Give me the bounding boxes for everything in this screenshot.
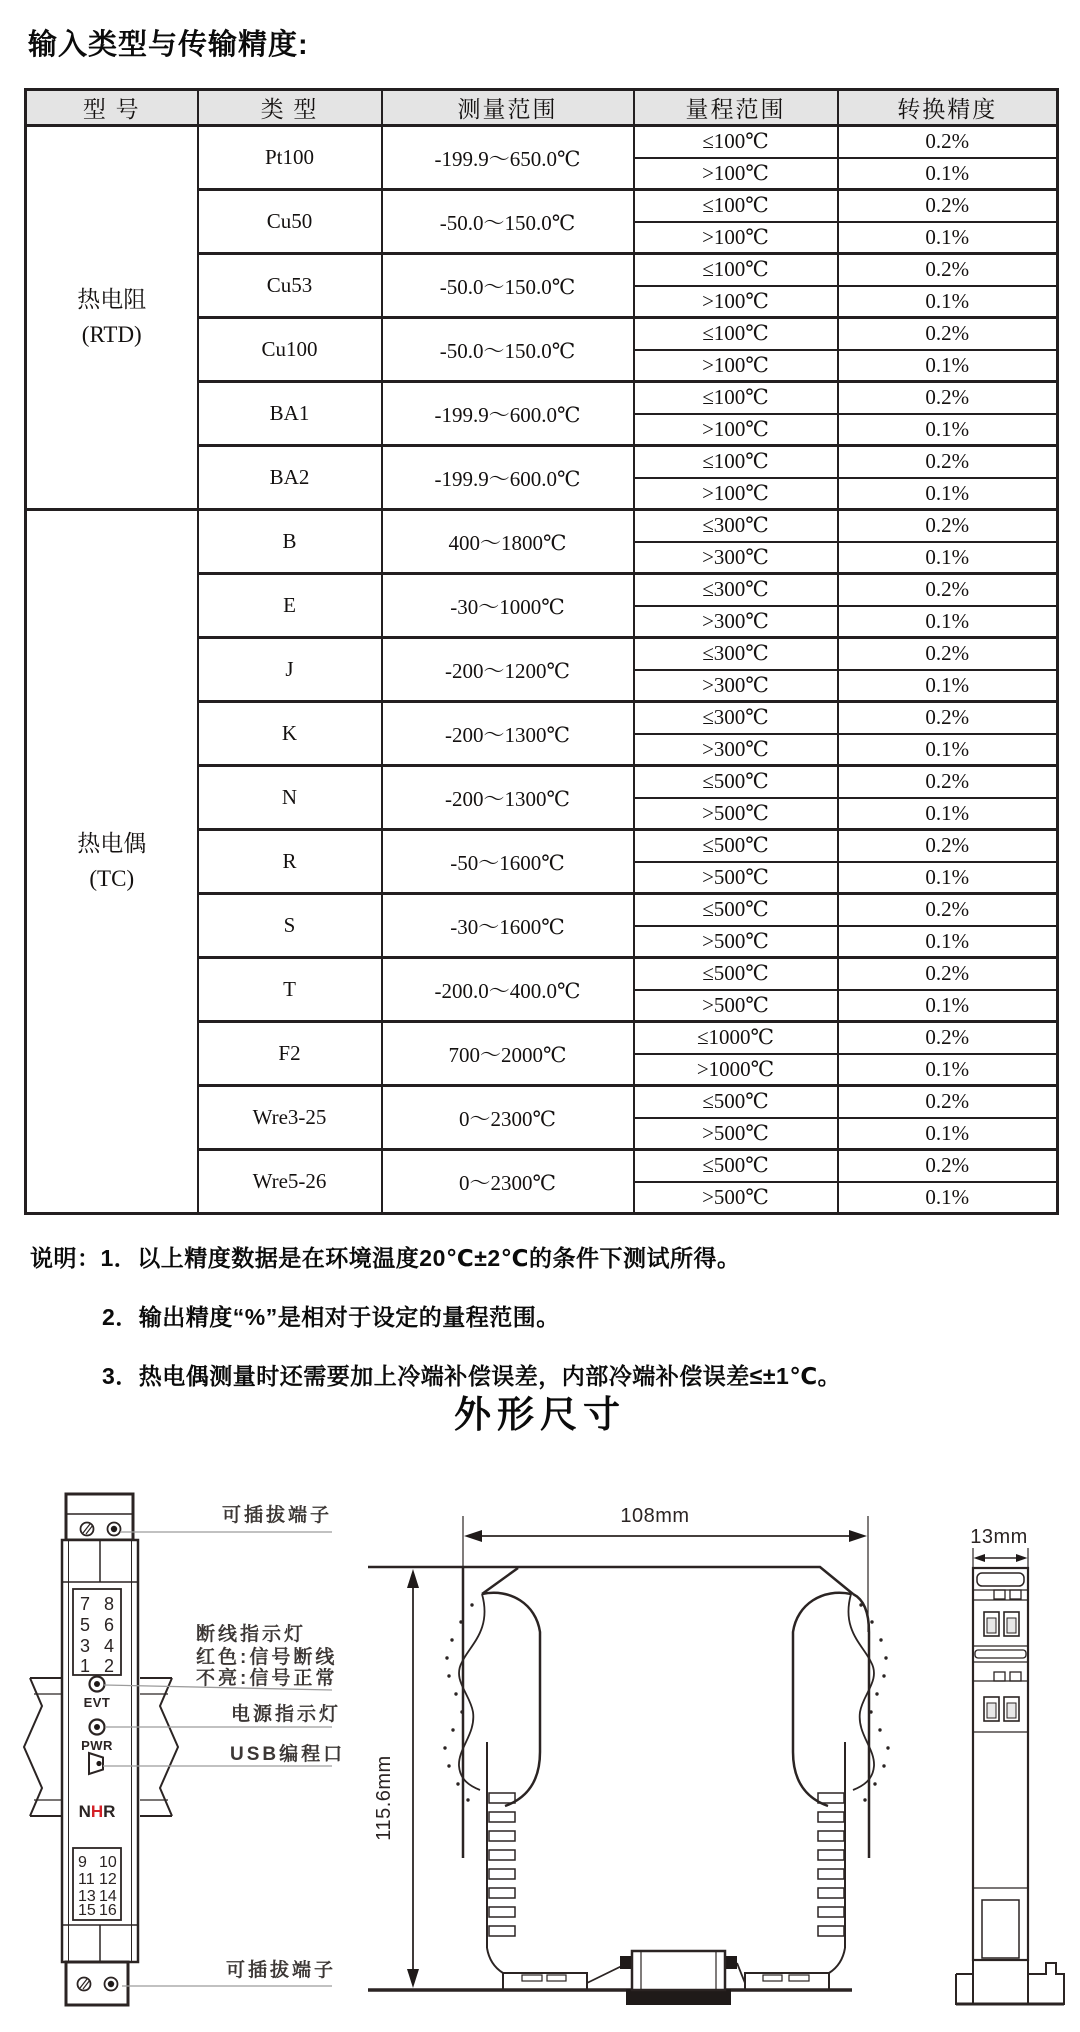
module-top-outline [368,1567,890,2005]
span-range-cell: ≤100℃ [634,382,838,414]
table-row [26,126,1058,158]
vent-slots-right [818,1793,844,1936]
accuracy-cell: 0.1% [838,1054,1058,1086]
accuracy-cell: 0.2% [838,638,1058,670]
measure-range-cell: -199.9～600.0℃ [382,446,634,510]
span-range-cell: ≤500℃ [634,1086,838,1118]
terminal-number: 14 [99,1888,117,1905]
model-cell: 热电偶 (TC) [26,510,198,1214]
accuracy-cell: 0.1% [838,1182,1058,1214]
sensor-type-cell: B [198,510,382,574]
accuracy-cell: 0.2% [838,510,1058,542]
note-item-3: 3．热电偶测量时还需要加上冷端补偿误差，内部冷端补偿误差≤±1℃。 [102,1363,842,1389]
span-range-cell: >100℃ [634,222,838,254]
measure-range-cell: -200～1300℃ [382,766,634,830]
col-header-model: 型 号 [26,90,198,126]
accuracy-cell: 0.2% [838,254,1058,286]
note-item-1: 1．以上精度数据是在环境温度20℃±2℃的条件下测试所得。 [100,1245,741,1271]
measure-range-cell: -50～1600℃ [382,830,634,894]
pluggable-terminal-label-top: 可插拔端子 [222,1505,333,1526]
sensor-type-cell: E [198,574,382,638]
accuracy-cell: 0.1% [838,606,1058,638]
note-line [30,1240,1060,1273]
span-range-cell: ≤300℃ [634,574,838,606]
spec-table-body [26,126,1058,1214]
span-range-cell: ≤500℃ [634,958,838,990]
measure-range-cell: 0～2300℃ [382,1086,634,1150]
height-dimension [373,1569,419,1988]
page-title: 输入类型与传输精度: [28,29,309,61]
span-range-cell: >500℃ [634,926,838,958]
span-range-cell: ≤300℃ [634,638,838,670]
break-line-dots [443,1603,889,1801]
measure-range-cell: 0～2300℃ [382,1150,634,1214]
mounting-foot-right [737,1963,829,1990]
spec-table-header [26,90,1058,126]
span-range-cell: >100℃ [634,478,838,510]
span-range-cell: >100℃ [634,350,838,382]
sensor-type-cell: S [198,894,382,958]
span-range-cell: ≤100℃ [634,318,838,350]
accuracy-cell: 0.1% [838,158,1058,190]
terminal-number: 9 [78,1854,87,1871]
terminal-number: 12 [99,1871,117,1888]
terminal-number: 15 [78,1902,96,1919]
accuracy-cell: 0.2% [838,446,1058,478]
module-body [62,1494,138,2005]
col-header-type: 类 型 [198,90,382,126]
measure-range-cell: 400～1800℃ [382,510,634,574]
accuracy-cell: 0.2% [838,1022,1058,1054]
accuracy-cell: 0.1% [838,990,1058,1022]
mounting-foot-left [503,1961,632,1990]
terminal-number: 10 [99,1854,117,1871]
span-range-cell: >100℃ [634,158,838,190]
evt-led-label: EVT [83,1695,111,1710]
usb-port-label: USB编程口 [230,1744,346,1765]
terminal-number: 4 [103,1636,115,1656]
break-indicator-label: 断线指示灯 [196,1624,307,1645]
measure-range-cell: -50.0～150.0℃ [382,318,634,382]
top-terminal-numbers [73,1589,121,1676]
sensor-type-cell: Wre3-25 [198,1086,382,1150]
pwr-led-icon [90,1720,105,1735]
accuracy-cell: 0.2% [838,894,1058,926]
width-dimension [463,1505,868,1632]
top-terminal-cap [66,1494,133,1540]
span-range-cell: >300℃ [634,734,838,766]
span-range-cell: >300℃ [634,542,838,574]
bottom-terminal-numbers [73,1848,121,1920]
notes-label: 说明： [30,1245,101,1271]
accuracy-cell: 0.1% [838,414,1058,446]
span-range-cell: >500℃ [634,862,838,894]
span-range-cell: ≤100℃ [634,254,838,286]
power-indicator-label: 电源指示灯 [231,1704,342,1725]
module-front-view-drawing [945,1445,1080,2032]
accuracy-cell: 0.1% [838,222,1058,254]
accuracy-cell: 0.1% [838,350,1058,382]
accuracy-cell: 0.1% [838,926,1058,958]
terminal-number: 1 [79,1656,91,1676]
terminal-number: 5 [79,1615,91,1635]
span-range-cell: >1000℃ [634,1054,838,1086]
module-top-view-drawing [345,1445,945,2032]
span-range-cell: ≤100℃ [634,190,838,222]
span-range-cell: >300℃ [634,670,838,702]
callout-annotations [103,1503,345,1986]
span-range-cell: >300℃ [634,606,838,638]
measure-range-cell: -50.0～150.0℃ [382,254,634,318]
measure-range-cell: -50.0～150.0℃ [382,190,634,254]
sensor-type-cell: J [198,638,382,702]
outline-dimensions-heading: 外形尺寸 [454,1394,626,1435]
accuracy-cell: 0.1% [838,478,1058,510]
measure-range-cell: -30～1000℃ [382,574,634,638]
din-rail-end-view [956,1960,1064,2004]
accuracy-cell: 0.2% [838,830,1058,862]
header-row [26,90,1058,126]
vent-slots-left [489,1793,515,1936]
bottom-terminal-cap [66,1962,128,2005]
span-range-cell: >500℃ [634,990,838,1022]
table-row [26,510,1058,542]
break-indicator-red-label: 红色:信号断线 [196,1647,338,1668]
accuracy-cell: 0.1% [838,862,1058,894]
measure-range-cell: 700～2000℃ [382,1022,634,1086]
measure-range-cell: -199.9～650.0℃ [382,126,634,190]
note-item-2: 2．输出精度“%”是相对于设定的量程范围。 [102,1304,560,1330]
width-dimension-label: 108mm [620,1505,690,1527]
sensor-type-cell: Cu50 [198,190,382,254]
sensor-type-cell: Cu100 [198,318,382,382]
span-range-cell: >100℃ [634,286,838,318]
terminal-number: 7 [79,1594,91,1614]
sensor-type-cell: Wre5-26 [198,1150,382,1214]
accuracy-cell: 0.1% [838,734,1058,766]
measure-range-cell: -199.9～600.0℃ [382,382,634,446]
nhr-logo: NHR [78,1802,116,1821]
terminal-number: 2 [103,1656,115,1676]
width-dimension-label: 13mm [970,1526,1028,1548]
pwr-led-label: PWR [81,1738,113,1753]
module-side-view-drawing [15,1445,345,2032]
sensor-type-cell: BA1 [198,382,382,446]
accuracy-cell: 0.2% [838,1150,1058,1182]
usb-port-icon [89,1753,103,1774]
sensor-type-cell: BA2 [198,446,382,510]
accuracy-cell: 0.2% [838,766,1058,798]
span-range-cell: ≤100℃ [634,446,838,478]
span-range-cell: ≤1000℃ [634,1022,838,1054]
terminal-number: 13 [78,1888,96,1905]
terminal-number: 6 [103,1615,115,1635]
accuracy-cell: 0.2% [838,318,1058,350]
height-dimension-label: 115.6mm [373,1755,395,1841]
accuracy-cell: 0.1% [838,670,1058,702]
span-range-cell: ≤500℃ [634,766,838,798]
span-range-cell: >500℃ [634,1118,838,1150]
evt-led-icon [90,1677,105,1692]
accuracy-cell: 0.2% [838,126,1058,158]
col-header-span: 量程范围 [634,90,838,126]
measure-range-cell: -30～1600℃ [382,894,634,958]
span-range-cell: ≤300℃ [634,510,838,542]
measure-range-cell: -200～1200℃ [382,638,634,702]
accuracy-cell: 0.2% [838,958,1058,990]
accuracy-cell: 0.1% [838,798,1058,830]
span-range-cell: ≤300℃ [634,702,838,734]
col-header-measure: 测量范围 [382,90,634,126]
span-range-cell: ≤500℃ [634,830,838,862]
terminal-number: 16 [99,1902,117,1919]
span-range-cell: >100℃ [634,414,838,446]
terminal-number: 3 [79,1636,91,1656]
span-range-cell: ≤500℃ [634,894,838,926]
accuracy-cell: 0.2% [838,574,1058,606]
span-range-cell: ≤500℃ [634,1150,838,1182]
model-cell: 热电阻 (RTD) [26,126,198,510]
span-range-cell: >500℃ [634,798,838,830]
accuracy-cell: 0.1% [838,542,1058,574]
sensor-type-cell: N [198,766,382,830]
terminal-number: 11 [78,1871,95,1888]
usb-plug-block [620,1951,737,2005]
measure-range-cell: -200～1300℃ [382,702,634,766]
terminal-number: 8 [103,1594,115,1614]
col-header-accuracy: 转换精度 [838,90,1058,126]
span-range-cell: ≤100℃ [634,126,838,158]
pluggable-terminal-label-bottom: 可插拔端子 [226,1960,337,1981]
accuracy-cell: 0.2% [838,190,1058,222]
accuracy-cell: 0.2% [838,382,1058,414]
break-indicator-off-label: 不亮:信号正常 [196,1668,338,1689]
span-range-cell: >500℃ [634,1182,838,1214]
note-line [30,1299,1060,1332]
sensor-type-cell: T [198,958,382,1022]
sensor-type-cell: Pt100 [198,126,382,190]
accuracy-cell: 0.1% [838,286,1058,318]
sensor-type-cell: F2 [198,1022,382,1086]
spec-table [24,88,1059,1215]
accuracy-cell: 0.2% [838,702,1058,734]
sensor-type-cell: K [198,702,382,766]
accuracy-cell: 0.2% [838,1086,1058,1118]
sensor-type-cell: Cu53 [198,254,382,318]
sensor-type-cell: R [198,830,382,894]
front-view-body [973,1568,1028,1960]
accuracy-cell: 0.1% [838,1118,1058,1150]
measure-range-cell: -200.0～400.0℃ [382,958,634,1022]
